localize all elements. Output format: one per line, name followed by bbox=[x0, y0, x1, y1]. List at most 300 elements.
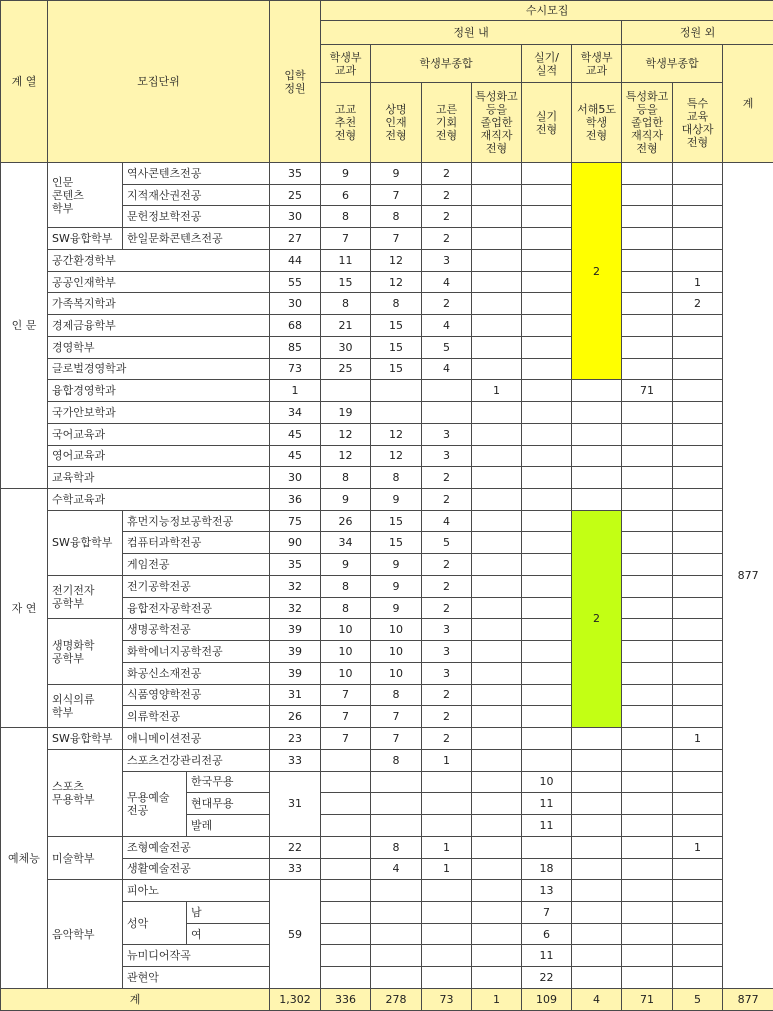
cell-gogyo bbox=[321, 901, 371, 923]
cell-goreun: 2 bbox=[422, 554, 472, 576]
cell-teuksung2 bbox=[622, 706, 673, 728]
unit-name: 애니메이션전공 bbox=[123, 728, 270, 750]
cell-teuksu bbox=[673, 662, 723, 684]
table-row bbox=[1, 510, 773, 532]
group-inmun-content: 인문 콘텐츠 학부 bbox=[48, 163, 123, 228]
quota-cell: 45 bbox=[270, 445, 321, 467]
header-out-quota: 정원 외 bbox=[622, 21, 773, 45]
cell-sangmyeong: 8 bbox=[371, 206, 422, 228]
unit-name: 국어교육과 bbox=[48, 423, 270, 445]
unit-name: 문헌정보학전공 bbox=[123, 206, 270, 228]
cell-gogyo bbox=[321, 880, 371, 902]
cell-teuksu: 1 bbox=[673, 728, 723, 750]
cell-teuksu bbox=[673, 554, 723, 576]
cell-sangmyeong: 9 bbox=[371, 489, 422, 511]
cell-goreun bbox=[422, 880, 472, 902]
cell-silgi bbox=[522, 358, 572, 380]
unit-name: 피아노 bbox=[123, 880, 270, 902]
cell-goreun: 2 bbox=[422, 467, 472, 489]
cell-goreun: 2 bbox=[422, 575, 472, 597]
cell-silgi bbox=[522, 510, 572, 532]
unit-name: 의류학전공 bbox=[123, 706, 270, 728]
cell-sangmyeong bbox=[371, 402, 422, 424]
cell-teuksung2 bbox=[622, 184, 673, 206]
cell-sangmyeong: 7 bbox=[371, 228, 422, 250]
cell-teuksung bbox=[472, 184, 522, 206]
header-col-seohae: 서해5도 학생 전형 bbox=[572, 83, 622, 163]
cell-gogyo bbox=[321, 815, 371, 837]
cell-teuksu bbox=[673, 163, 723, 185]
cell-teuksung2: 71 bbox=[622, 380, 673, 402]
unit-name: 국가안보학과 bbox=[48, 402, 270, 424]
cell-seohae bbox=[572, 445, 622, 467]
cell-teuksung bbox=[472, 489, 522, 511]
table-row bbox=[1, 293, 773, 315]
quota-cell: 39 bbox=[270, 641, 321, 663]
header-col-teuksung: 특성화고 등을 졸업한 재직자 전형 bbox=[472, 83, 522, 163]
cell-teuksung: 1 bbox=[472, 380, 522, 402]
cell-teuksu bbox=[673, 184, 723, 206]
cell-teuksung bbox=[472, 315, 522, 337]
cell-silgi bbox=[522, 728, 572, 750]
cell-gogyo: 10 bbox=[321, 662, 371, 684]
cell-seohae bbox=[572, 945, 622, 967]
cell-goreun bbox=[422, 923, 472, 945]
cell-teuksu bbox=[673, 684, 723, 706]
cell-teuksung bbox=[472, 923, 522, 945]
unit-name: 한일문화콘텐츠전공 bbox=[123, 228, 270, 250]
cell-gogyo bbox=[321, 793, 371, 815]
table-row bbox=[1, 249, 773, 271]
cell-teuksung2 bbox=[622, 402, 673, 424]
cell-silgi bbox=[522, 575, 572, 597]
cell-silgi: 22 bbox=[522, 967, 572, 989]
group-vocal: 성악 bbox=[123, 901, 187, 944]
cell-teuksu bbox=[673, 510, 723, 532]
cell-teuksung2 bbox=[622, 684, 673, 706]
cell-teuksu bbox=[673, 228, 723, 250]
cell-sangmyeong: 10 bbox=[371, 641, 422, 663]
cell-silgi bbox=[522, 184, 572, 206]
group-sports: 스포츠 무용학부 bbox=[48, 749, 123, 836]
cell-sangmyeong bbox=[371, 901, 422, 923]
cell-silgi bbox=[522, 293, 572, 315]
cell-gogyo: 19 bbox=[321, 402, 371, 424]
cell-teuksu: 1 bbox=[673, 271, 723, 293]
total-silgi: 109 bbox=[522, 989, 572, 1011]
unit-name: 여 bbox=[187, 923, 270, 945]
cell-teuksung bbox=[472, 206, 522, 228]
cell-teuksung bbox=[472, 271, 522, 293]
unit-name: 교육학과 bbox=[48, 467, 270, 489]
cell-sangmyeong bbox=[371, 793, 422, 815]
cell-silgi bbox=[522, 684, 572, 706]
cell-teuksung bbox=[472, 662, 522, 684]
seohae-natural: 2 bbox=[572, 510, 622, 727]
cell-teuksu bbox=[673, 793, 723, 815]
quota-cell: 90 bbox=[270, 532, 321, 554]
cell-silgi bbox=[522, 423, 572, 445]
cell-teuksung bbox=[472, 967, 522, 989]
quota-cell: 85 bbox=[270, 336, 321, 358]
cell-sangmyeong: 8 bbox=[371, 836, 422, 858]
cell-teuksu bbox=[673, 445, 723, 467]
cell-teuksung2 bbox=[622, 597, 673, 619]
cell-teuksung2 bbox=[622, 901, 673, 923]
cell-sangmyeong: 15 bbox=[371, 315, 422, 337]
quota-cell: 30 bbox=[270, 467, 321, 489]
cell-silgi bbox=[522, 619, 572, 641]
cell-sangmyeong: 12 bbox=[371, 423, 422, 445]
table-row bbox=[1, 402, 773, 424]
cell-silgi bbox=[522, 380, 572, 402]
cell-teuksung2 bbox=[622, 315, 673, 337]
cell-gogyo: 15 bbox=[321, 271, 371, 293]
total-teuksu: 5 bbox=[673, 989, 723, 1011]
header-quota: 입학 정원 bbox=[270, 1, 321, 163]
table-row bbox=[1, 836, 773, 858]
cell-gogyo: 10 bbox=[321, 641, 371, 663]
cell-silgi bbox=[522, 445, 572, 467]
quota-cell: 36 bbox=[270, 489, 321, 511]
cell-teuksu bbox=[673, 402, 723, 424]
quota-cell: 45 bbox=[270, 423, 321, 445]
cell-teuksung bbox=[472, 402, 522, 424]
unit-name: 조형예술전공 bbox=[123, 836, 270, 858]
group-music: 음악학부 bbox=[48, 880, 123, 989]
cell-teuksung2 bbox=[622, 728, 673, 750]
header-silgi: 실기/ 실적 bbox=[522, 45, 572, 83]
cell-goreun: 4 bbox=[422, 271, 472, 293]
cell-teuksu bbox=[673, 467, 723, 489]
cell-silgi bbox=[522, 597, 572, 619]
cell-sangmyeong: 15 bbox=[371, 358, 422, 380]
unit-name: 휴먼지능정보공학전공 bbox=[123, 510, 270, 532]
cell-goreun: 1 bbox=[422, 836, 472, 858]
cell-teuksung bbox=[472, 815, 522, 837]
cell-teuksung2 bbox=[622, 163, 673, 185]
cell-sangmyeong: 8 bbox=[371, 749, 422, 771]
cell-teuksung2 bbox=[622, 228, 673, 250]
cell-teuksung bbox=[472, 749, 522, 771]
quota-cell: 75 bbox=[270, 510, 321, 532]
total-goreun: 73 bbox=[422, 989, 472, 1011]
total-teuksung: 1 bbox=[472, 989, 522, 1011]
table-row bbox=[1, 336, 773, 358]
cell-gogyo: 9 bbox=[321, 554, 371, 576]
cell-sangmyeong bbox=[371, 967, 422, 989]
cell-teuksu bbox=[673, 858, 723, 880]
header-total: 계 bbox=[723, 45, 773, 163]
cell-teuksung bbox=[472, 249, 522, 271]
total-teuksung-2: 71 bbox=[622, 989, 673, 1011]
unit-name: 스포츠건강관리전공 bbox=[123, 749, 270, 771]
cell-goreun: 2 bbox=[422, 293, 472, 315]
cell-teuksung2 bbox=[622, 467, 673, 489]
table-row bbox=[1, 358, 773, 380]
cell-goreun: 2 bbox=[422, 206, 472, 228]
cell-teuksung2 bbox=[622, 619, 673, 641]
quota-cell: 39 bbox=[270, 662, 321, 684]
quota-cell: 25 bbox=[270, 184, 321, 206]
cell-seohae bbox=[572, 967, 622, 989]
cell-silgi: 7 bbox=[522, 901, 572, 923]
cell-goreun bbox=[422, 815, 472, 837]
total-gogyo: 336 bbox=[321, 989, 371, 1011]
quota-cell: 35 bbox=[270, 163, 321, 185]
cell-teuksung2 bbox=[622, 532, 673, 554]
table-row bbox=[1, 749, 773, 771]
cell-gogyo: 26 bbox=[321, 510, 371, 532]
cell-gogyo: 8 bbox=[321, 206, 371, 228]
unit-name: 관현악 bbox=[123, 967, 270, 989]
cell-gogyo: 7 bbox=[321, 684, 371, 706]
cell-teuksung2 bbox=[622, 336, 673, 358]
group-art: 미술학부 bbox=[48, 836, 123, 879]
unit-name: 역사콘텐츠전공 bbox=[123, 163, 270, 185]
cell-gogyo: 6 bbox=[321, 184, 371, 206]
unit-name: 수학교육과 bbox=[48, 489, 270, 511]
cell-silgi: 11 bbox=[522, 815, 572, 837]
table-row bbox=[1, 489, 773, 511]
unit-name: 융합전자공학전공 bbox=[123, 597, 270, 619]
cell-silgi bbox=[522, 467, 572, 489]
cell-seohae bbox=[572, 749, 622, 771]
cell-gogyo: 7 bbox=[321, 228, 371, 250]
quota-cell: 39 bbox=[270, 619, 321, 641]
cell-teuksu bbox=[673, 380, 723, 402]
cell-teuksung2 bbox=[622, 489, 673, 511]
cell-goreun: 2 bbox=[422, 728, 472, 750]
cell-gogyo bbox=[321, 836, 371, 858]
quota-cell: 32 bbox=[270, 597, 321, 619]
header-hb-jonghap-2: 학생부종합 bbox=[622, 45, 723, 83]
cell-sangmyeong bbox=[371, 380, 422, 402]
cell-teuksung2 bbox=[622, 749, 673, 771]
cell-gogyo bbox=[321, 858, 371, 880]
cell-goreun bbox=[422, 901, 472, 923]
cell-teuksung2 bbox=[622, 575, 673, 597]
cell-silgi: 18 bbox=[522, 858, 572, 880]
cell-teuksu bbox=[673, 532, 723, 554]
cell-teuksu bbox=[673, 923, 723, 945]
cell-silgi bbox=[522, 532, 572, 554]
cell-teuksu bbox=[673, 619, 723, 641]
cell-teuksung bbox=[472, 597, 522, 619]
cell-gogyo: 9 bbox=[321, 489, 371, 511]
cell-goreun: 2 bbox=[422, 684, 472, 706]
cell-teuksung2 bbox=[622, 771, 673, 793]
cell-silgi: 10 bbox=[522, 771, 572, 793]
cell-teuksung2 bbox=[622, 815, 673, 837]
quota-cell: 31 bbox=[270, 684, 321, 706]
cell-gogyo: 8 bbox=[321, 597, 371, 619]
total-label: 계 bbox=[1, 989, 270, 1011]
unit-name: 영어교육과 bbox=[48, 445, 270, 467]
cell-seohae bbox=[572, 489, 622, 511]
cell-teuksung bbox=[472, 901, 522, 923]
cell-seohae bbox=[572, 880, 622, 902]
cell-silgi bbox=[522, 836, 572, 858]
unit-name: 경제금융학부 bbox=[48, 315, 270, 337]
table-row bbox=[1, 423, 773, 445]
cell-silgi bbox=[522, 336, 572, 358]
cell-teuksung2 bbox=[622, 445, 673, 467]
unit-name: 생명공학전공 bbox=[123, 619, 270, 641]
cell-silgi bbox=[522, 554, 572, 576]
cell-goreun: 4 bbox=[422, 358, 472, 380]
header-hb-jonghap: 학생부종합 bbox=[371, 45, 522, 83]
unit-name: 식품영양학전공 bbox=[123, 684, 270, 706]
table-row bbox=[1, 163, 773, 185]
cell-goreun: 1 bbox=[422, 749, 472, 771]
cell-seohae bbox=[572, 467, 622, 489]
grand-total: 877 bbox=[723, 163, 773, 989]
cell-teuksu bbox=[673, 249, 723, 271]
table-row bbox=[1, 575, 773, 597]
cell-teuksung bbox=[472, 945, 522, 967]
cell-goreun: 4 bbox=[422, 510, 472, 532]
unit-name: 전기공학전공 bbox=[123, 575, 270, 597]
cell-teuksu bbox=[673, 749, 723, 771]
cell-teuksung bbox=[472, 554, 522, 576]
cell-gogyo bbox=[321, 945, 371, 967]
cell-seohae bbox=[572, 771, 622, 793]
cell-teuksung2 bbox=[622, 358, 673, 380]
unit-name: 현대무용 bbox=[187, 793, 270, 815]
cell-teuksung bbox=[472, 228, 522, 250]
cell-goreun bbox=[422, 402, 472, 424]
cell-goreun: 3 bbox=[422, 641, 472, 663]
cell-teuksu bbox=[673, 597, 723, 619]
cell-goreun: 1 bbox=[422, 858, 472, 880]
cell-goreun bbox=[422, 793, 472, 815]
cell-seohae bbox=[572, 423, 622, 445]
unit-name: 남 bbox=[187, 901, 270, 923]
quota-cell: 59 bbox=[270, 880, 321, 989]
quota-cell: 30 bbox=[270, 293, 321, 315]
cell-teuksu bbox=[673, 336, 723, 358]
table-row bbox=[1, 228, 773, 250]
total-sangmyeong: 278 bbox=[371, 989, 422, 1011]
cell-teuksu bbox=[673, 945, 723, 967]
cell-silgi bbox=[522, 402, 572, 424]
quota-cell: 27 bbox=[270, 228, 321, 250]
cell-goreun: 3 bbox=[422, 619, 472, 641]
table-row bbox=[1, 880, 773, 902]
cell-sangmyeong: 9 bbox=[371, 597, 422, 619]
cell-sangmyeong: 7 bbox=[371, 184, 422, 206]
table-row bbox=[1, 445, 773, 467]
unit-name: 가족복지학과 bbox=[48, 293, 270, 315]
category-humanities: 인 문 bbox=[1, 163, 48, 489]
unit-name: 융합경영학과 bbox=[48, 380, 270, 402]
cell-silgi: 13 bbox=[522, 880, 572, 902]
quota-cell: 1 bbox=[270, 380, 321, 402]
cell-goreun bbox=[422, 967, 472, 989]
unit-name: 화학에너지공학전공 bbox=[123, 641, 270, 663]
cell-sangmyeong bbox=[371, 771, 422, 793]
cell-sangmyeong: 7 bbox=[371, 706, 422, 728]
unit-name: 뉴미디어작곡 bbox=[123, 945, 270, 967]
cell-seohae bbox=[572, 380, 622, 402]
header-col-goreun: 고른 기회 전형 bbox=[422, 83, 472, 163]
cell-teuksu bbox=[673, 489, 723, 511]
cell-seohae bbox=[572, 793, 622, 815]
cell-sangmyeong: 15 bbox=[371, 532, 422, 554]
cell-teuksung2 bbox=[622, 206, 673, 228]
cell-teuksung bbox=[472, 793, 522, 815]
cell-teuksung bbox=[472, 880, 522, 902]
cell-silgi bbox=[522, 489, 572, 511]
cell-silgi bbox=[522, 271, 572, 293]
quota-cell: 26 bbox=[270, 706, 321, 728]
cell-goreun: 5 bbox=[422, 532, 472, 554]
total-seohae: 4 bbox=[572, 989, 622, 1011]
cell-teuksung2 bbox=[622, 836, 673, 858]
unit-name: 게임전공 bbox=[123, 554, 270, 576]
cell-teuksung2 bbox=[622, 293, 673, 315]
cell-silgi bbox=[522, 163, 572, 185]
cell-teuksung bbox=[472, 619, 522, 641]
cell-teuksung bbox=[472, 706, 522, 728]
cell-sangmyeong: 8 bbox=[371, 684, 422, 706]
group-elec: 전기전자 공학부 bbox=[48, 575, 123, 618]
cell-silgi: 11 bbox=[522, 793, 572, 815]
cell-teuksung2 bbox=[622, 423, 673, 445]
cell-gogyo: 10 bbox=[321, 619, 371, 641]
cell-sangmyeong: 12 bbox=[371, 271, 422, 293]
cell-teuksung2 bbox=[622, 554, 673, 576]
cell-silgi bbox=[522, 749, 572, 771]
cell-gogyo bbox=[321, 923, 371, 945]
quota-cell: 68 bbox=[270, 315, 321, 337]
cell-seohae bbox=[572, 836, 622, 858]
header-hb-gyogwa-2: 학생부 교과 bbox=[572, 45, 622, 83]
unit-name: 한국무용 bbox=[187, 771, 270, 793]
quota-cell: 30 bbox=[270, 206, 321, 228]
cell-teuksung2 bbox=[622, 923, 673, 945]
cell-silgi bbox=[522, 706, 572, 728]
quota-cell: 22 bbox=[270, 836, 321, 858]
group-dance: 무용예술 전공 bbox=[123, 771, 187, 836]
cell-gogyo: 12 bbox=[321, 423, 371, 445]
cell-teuksung bbox=[472, 858, 522, 880]
cell-silgi bbox=[522, 641, 572, 663]
quota-cell: 31 bbox=[270, 771, 321, 836]
cell-teuksu bbox=[673, 771, 723, 793]
cell-gogyo: 34 bbox=[321, 532, 371, 554]
cell-seohae bbox=[572, 901, 622, 923]
cell-goreun bbox=[422, 771, 472, 793]
cell-teuksung2 bbox=[622, 945, 673, 967]
cell-gogyo: 8 bbox=[321, 467, 371, 489]
cell-gogyo: 7 bbox=[321, 728, 371, 750]
cell-gogyo: 8 bbox=[321, 293, 371, 315]
unit-name: 컴퓨터과학전공 bbox=[123, 532, 270, 554]
unit-name: 공간환경학부 bbox=[48, 249, 270, 271]
header-in-quota: 정원 내 bbox=[321, 21, 622, 45]
cell-sangmyeong bbox=[371, 880, 422, 902]
unit-name: 발레 bbox=[187, 815, 270, 837]
cell-sangmyeong: 12 bbox=[371, 445, 422, 467]
cell-teuksu bbox=[673, 358, 723, 380]
cell-teuksung2 bbox=[622, 880, 673, 902]
cell-sangmyeong: 15 bbox=[371, 510, 422, 532]
cell-gogyo: 7 bbox=[321, 706, 371, 728]
cell-teuksu bbox=[673, 815, 723, 837]
category-arts: 예체능 bbox=[1, 728, 48, 989]
